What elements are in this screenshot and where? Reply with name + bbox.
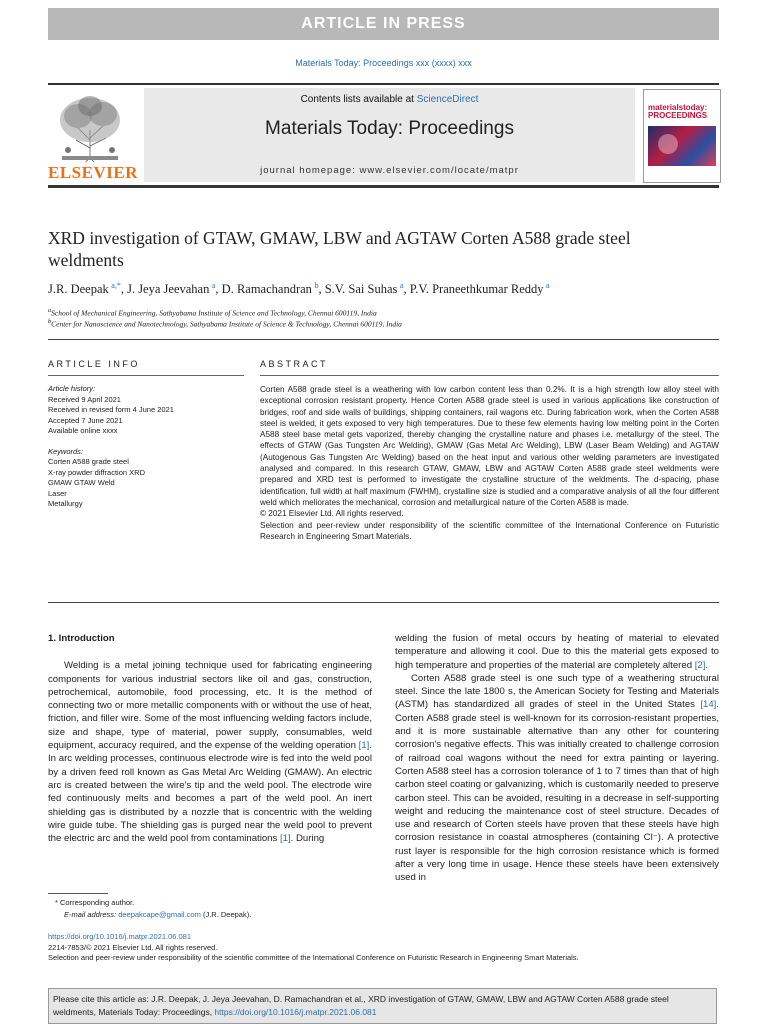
cover-title [648, 104, 707, 120]
citation-link[interactable]: [1] [358, 740, 370, 752]
keyword: Laser [48, 488, 67, 498]
keyword: Metallurgy [48, 499, 83, 508]
abstract-rule [260, 375, 719, 376]
abstract-heading: ABSTRACT [260, 359, 329, 369]
author-affiliation-marker[interactable]: a,* [111, 281, 121, 290]
online-date: Available online xxxx [48, 426, 118, 435]
revised-date: Received in revised form 4 June 2021 [48, 405, 174, 414]
abstract-body [260, 384, 719, 542]
sciencedirect-link[interactable]: ScienceDirect [416, 94, 479, 105]
header-top-rule [48, 83, 719, 85]
affiliation-a-text: School of Mechanical Engineering, Sathyabama Institute of Science and Technology, Chennai 600119, India [51, 308, 377, 318]
email-link[interactable]: deepakcape@gmail.com [118, 909, 201, 919]
article-info-rule [48, 375, 244, 376]
section-rule [48, 339, 719, 340]
keyword: X-ray powder diffraction XRD [48, 467, 145, 477]
intro-paragraph [395, 632, 719, 672]
peer-review-statement: Selection and peer-review under responsibility of the scientific committee of the International Conference on Futuristic Research in Engineering Smart Materials. [260, 520, 719, 541]
author-name[interactable]: S.V. Sai Suhas [324, 282, 398, 297]
author-affiliation-marker[interactable]: a [211, 281, 216, 290]
intro-paragraph [395, 672, 719, 885]
email-suffix: (J.R. Deepak). [200, 909, 252, 919]
publisher-name: ELSEVIER [48, 163, 138, 182]
affiliation-b [48, 318, 728, 329]
cite-this-article-box [48, 988, 717, 1024]
keyword: Corten A588 grade steel [48, 457, 129, 466]
peer-review-statement: Selection and peer-review under responsibility of the scientific committee of the International Conference on Futuristic Research in Engineering Smart Materials. [48, 953, 579, 962]
doi-link[interactable]: https://doi.org/10.1016/j.matpr.2021.06.081 [48, 932, 192, 941]
cover-image [648, 126, 716, 166]
accepted-date: Accepted 7 June 2021 [48, 415, 123, 425]
keyword: GMAW GTAW Weld [48, 478, 115, 487]
contents-line [144, 94, 635, 105]
author-list: J.R. Deepak $^{a,*}$, J. Jeya Jeevahan $^a$, D. Ramachandran $^b$, S.V. Sai Suhas $^a$, P.V. Praneethkumar Reddy $^a$ [48, 281, 550, 297]
corresponding-author-note: * Corresponding author. [55, 898, 135, 907]
affiliation-b-text: Center for Nanoscience and Nanotechnology, Sathyabama Institute of Science & Technology, Chennai 600119, India [51, 319, 402, 329]
body-column-right [395, 632, 719, 885]
cover-title-line-2: PROCEEDINGS [648, 111, 708, 120]
author-name[interactable]: D. Ramachandran [221, 282, 312, 297]
citation-link[interactable]: [1] [279, 833, 291, 845]
copyright-line: © 2021 Elsevier Ltd. All rights reserved. [260, 509, 404, 519]
text-run: . [705, 659, 709, 671]
article-in-press-banner: ARTICLE IN PRESS [48, 8, 719, 40]
affiliation-a-marker: a [48, 307, 52, 314]
author-affiliation-marker[interactable]: a [546, 281, 550, 290]
affiliation-b-marker: b [48, 318, 52, 325]
citation-text: Please cite this article as: J.R. Deepak, J. Jeya Jeevahan, D. Ramachandran et al., XRD investigation of GTAW, GMAW, LBW and AGTAW Corten A588 grade steel weldments, Materials Today: Proceedings, [53, 994, 669, 1017]
cover-title-line-1: materialstoday: [648, 103, 708, 112]
footnote [55, 897, 375, 920]
text-run: . During [290, 833, 325, 845]
footnote-rule [48, 893, 108, 894]
abstract-text: Corten A588 grade steel is a weathering with low carbon content less than 0.2%. It is a high strength low alloy steel with exceptional corrosion resistant property. Hence Corten A588 grade steel is used in various applications like construction of bridges, roof and side walls of buildings, shipping containers, rail wagons etc. During fabrication work, when the Corten A588 steel is welded, it gets exposed to very high temperatures. Due to these few elements having low melting point in the Corten A588 steel base metal gets vaporized, thereby changing the crystalline nature and phases i.e. metallurgy of the steel. The effects of GTAW (Gas Tungsten Arc Welding), GMAW (Gas Metal Arc Welding), LBW (Laser Beam Welding) and AGTAW (Autogenous Gas Tungsten Arc Welding) based on the heat input and various other welding parameters are investigated analysed and compared. In this research GTAW, GMAW, LBW and AGTAW Corten A588 grade steel weldments were prepared and XRD test is performed to investigate the crystalline structure of the weldments. The d-spacing, phase identification, full width at half maximum (FWHM), crystalline size is studied and a comparative analysis of all the four different weld which meliorates the mechanical, corrosion and metallurgical nature of the Corten A588 is made. [260, 385, 719, 507]
paper-title: XRD investigation of GTAW, GMAW, LBW and AGTAW Corten A588 grade steel weldments [48, 228, 631, 270]
history-label: Article history: [48, 384, 96, 393]
received-date: Received 9 April 2021 [48, 394, 121, 404]
text-run: welding the fusion of metal occurs by heating of material to elevated temperature and allowing it cool. Due to this the material gets exposed to high temperature and properties of the material are completely altered [395, 633, 719, 671]
email-label: E-mail address: [64, 909, 119, 919]
journal-title: Materials Today: Proceedings [265, 118, 514, 139]
citation-link[interactable]: [14] [700, 699, 717, 711]
author-affiliation-marker[interactable]: b [314, 281, 319, 290]
text-run: . Corten A588 grade steel is well-known for its corrosion-resistant properties, and it is more sustainable alternative than any other for countering corrosion's negative effects. This was initially created to challenge corrosion of railroad coal wagons without the need for extra painting or layering. Corten A588 steel has a corrosion tolerance of 1 to 7 times than that of high carbon steel coating or galvanizing, which is customarily needed to preserve carbon steel. This can be avoided, resulting in a decrease in self-supporting weight and reducing the maintenance cost of steel structure. Decades of use and research of Corten steels have proven that these steels have high corrosion resistance in coastal atmospheres (containing Cl⁻). A protective rust layer is responsible for the high corrosion resistance which is formed after a very long time in usage. Hence these steels have been extensively used in [395, 699, 719, 884]
contents-prefix: Contents lists available at [300, 94, 417, 105]
author-name[interactable]: J. Jeya Jeevahan [127, 282, 210, 297]
author-name[interactable]: J.R. Deepak [48, 282, 109, 297]
email-line [55, 909, 375, 921]
text-run: Corten A588 grade steel is one such type of a weathering structural steel. Since the late 1800 s, the American Society for Testing and Materials (ASTM) has standardized all grades of steel in the United States [395, 672, 719, 711]
journal-reference-link[interactable]: Materials Today: Proceedings xxx (xxxx) xxx [295, 58, 472, 68]
text-run: . In arc welding processes, continuous electrode wire is fed into the weld pool by a driven feed roll known as Gas Metal Arc Welding (GMAW). An electric arc is created between the wire's tip and the weld pool. The electrode wire fed continuously melts and becomes a part of the weld pool. An inert shielding gas is distributed by a nozzle that is concentric with the welding wire guide tube. The shielding gas is purged near the weld pool to prevent the electric arc and the weld pool from contaminations [48, 740, 372, 845]
doi-block [48, 932, 719, 964]
introduction-heading: 1. Introduction [48, 633, 115, 644]
journal-homepage[interactable]: journal homepage: www.elsevier.com/locate/matpr [260, 165, 519, 176]
intro-paragraph [48, 659, 372, 845]
article-info-heading: ARTICLE INFO [48, 359, 140, 369]
body-column-left [48, 632, 372, 845]
header-bottom-rule [48, 185, 719, 188]
text-run: Welding is a metal joining technique used for fabricating engineering components for various industrial sectors like oil and gas, construction, petrochemical, automobile, food processing, etc. It is the method of connecting two or more metallic components with or without the use of heat, friction, and filler wire. Some of the most influencing welding factors include, size and shape, type of material, power supply, consumables, weld equipment, accuracy required, and the expense of the welding operation [48, 660, 372, 752]
issn-line: 2214-7853/© 2021 Elsevier Ltd. All rights reserved. [48, 942, 218, 952]
article-info-panel [48, 384, 248, 510]
affiliation-a [48, 307, 728, 318]
doi-link[interactable]: https://doi.org/10.1016/j.matpr.2021.06.081 [214, 1007, 377, 1017]
author-name[interactable]: P.V. Praneethkumar Reddy [409, 282, 544, 297]
journal-cover-thumbnail[interactable] [643, 89, 721, 183]
citation-link[interactable]: [2] [694, 659, 706, 671]
author-affiliation-marker[interactable]: a [399, 281, 404, 290]
section-rule [48, 602, 719, 603]
keywords-label: Keywords: [48, 446, 84, 456]
